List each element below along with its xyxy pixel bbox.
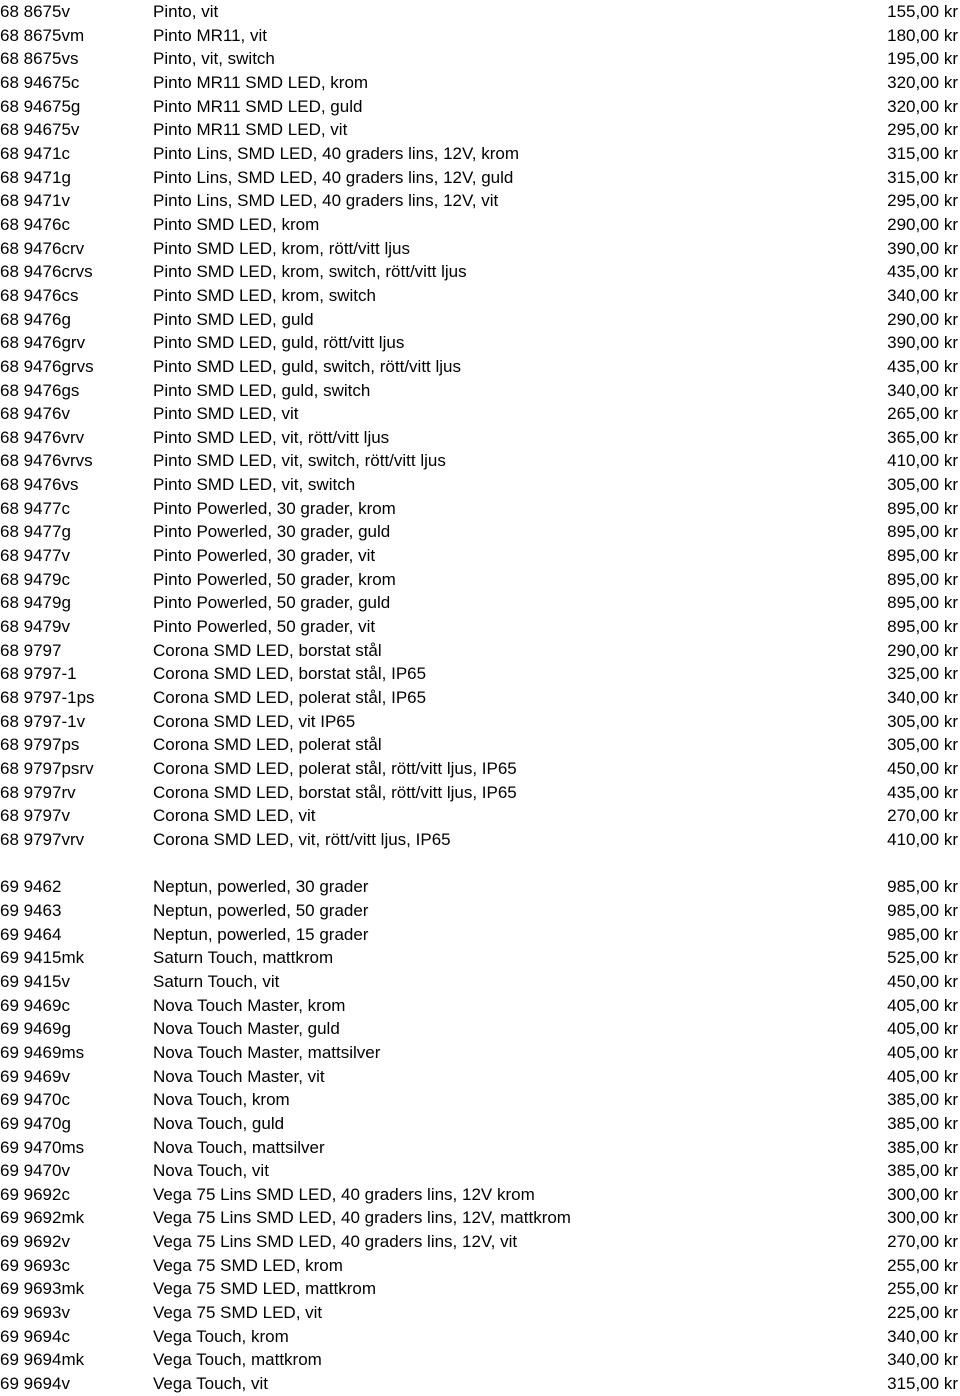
article-code: 69 9692v (0, 1232, 70, 1252)
price-row (0, 237, 960, 261)
article-code: 68 9476c (0, 214, 70, 234)
article-code: 68 8675vs (0, 49, 79, 69)
product-description: Neptun, powerled, 50 grader (153, 900, 369, 920)
product-price: 195,00 kr (887, 49, 958, 69)
product-description: Corona SMD LED, vit (153, 806, 316, 826)
article-code: 68 9476vs (0, 475, 79, 495)
product-price: 225,00 kr (887, 1303, 958, 1323)
product-price: 385,00 kr (887, 1113, 958, 1133)
product-price: 340,00 kr (887, 1350, 958, 1370)
product-description: Vega 75 SMD LED, mattkrom (153, 1279, 376, 1299)
price-row (0, 166, 960, 190)
price-row (0, 662, 960, 686)
product-price: 450,00 kr (887, 971, 958, 991)
article-code: 69 9694c (0, 1326, 70, 1346)
product-description: Pinto Powerled, 50 grader, vit (153, 617, 376, 637)
product-price: 295,00 kr (887, 120, 958, 140)
product-price: 340,00 kr (887, 285, 958, 305)
product-description: Vega Touch, vit (153, 1374, 268, 1394)
price-row (0, 1348, 960, 1372)
section-gap (0, 852, 960, 876)
article-code: 68 9797-1v (0, 711, 86, 731)
product-description: Neptun, powerled, 15 grader (153, 924, 369, 944)
product-price: 985,00 kr (887, 877, 958, 897)
price-row (0, 946, 960, 970)
product-price: 300,00 kr (887, 1208, 958, 1228)
product-price: 305,00 kr (887, 475, 958, 495)
product-description: Pinto, vit (153, 2, 219, 21)
price-row (0, 615, 960, 639)
product-description: Pinto MR11 SMD LED, guld (153, 96, 363, 116)
product-price: 450,00 kr (887, 759, 958, 778)
article-code: 68 9476vrvs (0, 451, 93, 471)
price-row (0, 1088, 960, 1112)
product-description: Vega 75 SMD LED, krom (153, 1255, 343, 1275)
article-code: 68 9476crvs (0, 262, 93, 282)
article-code: 68 94675v (0, 120, 80, 140)
product-price: 180,00 kr (887, 25, 958, 45)
article-code: 69 9470g (0, 1113, 71, 1133)
product-description: Neptun, powerled, 30 grader (153, 877, 369, 897)
price-row (0, 994, 960, 1018)
product-description: Nova Touch, guld (153, 1113, 285, 1133)
price-row (0, 1136, 960, 1160)
product-price: 315,00 kr (887, 143, 958, 163)
price-row (0, 473, 960, 497)
article-code: 69 9694v (0, 1374, 70, 1394)
price-row (0, 899, 960, 923)
product-price: 405,00 kr (887, 1042, 958, 1062)
product-description: Corona SMD LED, vit, rött/vitt ljus, IP65 (153, 829, 451, 849)
product-description: Saturn Touch, vit (153, 971, 280, 991)
product-description: Pinto MR11 SMD LED, vit (153, 120, 348, 140)
price-row (0, 1159, 960, 1183)
product-description: Pinto Powerled, 30 grader, guld (153, 522, 391, 542)
product-description: Vega Touch, krom (153, 1326, 289, 1346)
product-price: 405,00 kr (887, 1019, 958, 1039)
product-description: Corona SMD LED, vit IP65 (153, 711, 356, 731)
product-price: 410,00 kr (887, 451, 958, 471)
product-description: Nova Touch, vit (153, 1161, 269, 1181)
price-row (0, 1254, 960, 1278)
product-price: 985,00 kr (887, 924, 958, 944)
product-description: Pinto Powerled, 50 grader, krom (153, 569, 396, 589)
article-code: 69 9694mk (0, 1350, 85, 1370)
product-description: Pinto MR11, vit (153, 25, 268, 45)
price-row (0, 308, 960, 332)
product-description: Pinto Lins, SMD LED, 40 graders lins, 12V, guld (153, 167, 514, 187)
product-price: 255,00 kr (887, 1279, 958, 1299)
article-code: 69 9462 (0, 877, 62, 897)
product-description: Pinto SMD LED, vit, switch, rött/vitt ljus (153, 451, 446, 471)
product-description: Pinto Powerled, 30 grader, krom (153, 498, 396, 518)
product-price: 385,00 kr (887, 1161, 958, 1181)
product-price: 390,00 kr (887, 333, 958, 353)
price-row (0, 331, 960, 355)
article-code: 68 9476grvs (0, 356, 94, 376)
product-price: 320,00 kr (887, 72, 958, 92)
article-code: 69 9470ms (0, 1137, 85, 1157)
price-row (0, 189, 960, 213)
product-price: 305,00 kr (887, 735, 958, 755)
price-row (0, 639, 960, 663)
article-code: 69 9693c (0, 1255, 70, 1275)
article-code: 69 9692c (0, 1184, 70, 1204)
article-code: 69 9693mk (0, 1279, 85, 1299)
price-row (0, 1065, 960, 1089)
price-row (0, 379, 960, 403)
price-row (0, 24, 960, 48)
product-description: Corona SMD LED, polerat stål, IP65 (153, 688, 427, 708)
price-row (0, 757, 960, 781)
article-code: 68 9797v (0, 806, 70, 826)
product-description: Pinto SMD LED, vit, switch (153, 475, 356, 495)
article-code: 68 9797vrv (0, 829, 85, 849)
article-code: 68 9477c (0, 498, 70, 518)
price-row (0, 544, 960, 568)
product-description: Corona SMD LED, borstat stål, rött/vitt ljus, IP65 (153, 782, 517, 802)
product-description: Pinto Lins, SMD LED, 40 graders lins, 12V, vit (153, 191, 499, 211)
product-description: Pinto SMD LED, guld, rött/vitt ljus (153, 333, 405, 353)
price-row (0, 970, 960, 994)
article-code: 69 9470c (0, 1090, 70, 1110)
price-row (0, 0, 960, 24)
product-description: Pinto SMD LED, krom, switch (153, 285, 376, 305)
article-code: 68 9476grv (0, 333, 86, 353)
product-price: 525,00 kr (887, 948, 958, 968)
price-row (0, 118, 960, 142)
article-code: 68 9797-1 (0, 664, 77, 684)
product-description: Vega 75 Lins SMD LED, 40 graders lins, 12V, vit (153, 1232, 518, 1252)
product-price: 290,00 kr (887, 309, 958, 329)
product-price: 315,00 kr (887, 167, 958, 187)
product-price: 405,00 kr (887, 995, 958, 1015)
article-code: 68 9797-1ps (0, 688, 95, 708)
product-price: 410,00 kr (887, 829, 958, 849)
product-price: 270,00 kr (887, 1232, 958, 1252)
product-description: Pinto SMD LED, guld (153, 309, 314, 329)
product-price: 320,00 kr (887, 96, 958, 116)
article-code: 69 9470v (0, 1161, 70, 1181)
article-code: 68 9471c (0, 143, 70, 163)
article-code: 68 9797psrv (0, 759, 94, 778)
product-description: Vega 75 Lins SMD LED, 40 graders lins, 12V, mattkrom (153, 1208, 571, 1228)
product-price: 895,00 kr (887, 617, 958, 637)
price-row (0, 1206, 960, 1230)
article-code: 69 9692mk (0, 1208, 85, 1228)
product-price: 265,00 kr (887, 404, 958, 424)
product-price: 895,00 kr (887, 569, 958, 589)
product-description: Pinto Powerled, 30 grader, vit (153, 546, 376, 566)
product-price: 290,00 kr (887, 214, 958, 234)
price-row (0, 1230, 960, 1254)
price-row (0, 568, 960, 592)
price-row (0, 355, 960, 379)
price-row (0, 875, 960, 899)
article-code: 68 9476gs (0, 380, 80, 400)
product-price: 340,00 kr (887, 688, 958, 708)
product-price: 300,00 kr (887, 1184, 958, 1204)
product-price: 895,00 kr (887, 546, 958, 566)
product-description: Pinto SMD LED, guld, switch, rött/vitt ljus (153, 356, 461, 376)
product-description: Pinto Powerled, 50 grader, guld (153, 593, 391, 613)
product-price: 295,00 kr (887, 191, 958, 211)
price-row (0, 449, 960, 473)
product-price: 385,00 kr (887, 1137, 958, 1157)
product-description: Pinto SMD LED, guld, switch (153, 380, 371, 400)
article-code: 68 9476v (0, 404, 70, 424)
price-row (0, 781, 960, 805)
article-code: 68 9476cs (0, 285, 79, 305)
article-code: 68 9476vrv (0, 427, 85, 447)
article-code: 68 94675g (0, 96, 81, 116)
price-row (0, 426, 960, 450)
product-description: Pinto MR11 SMD LED, krom (153, 72, 369, 92)
article-code: 69 9415mk (0, 948, 85, 968)
product-description: Nova Touch, krom (153, 1090, 290, 1110)
product-description: Vega 75 SMD LED, vit (153, 1303, 323, 1323)
product-price: 385,00 kr (887, 1090, 958, 1110)
product-description: Vega Touch, mattkrom (153, 1350, 322, 1370)
article-code: 68 9471g (0, 167, 71, 187)
price-row (0, 1277, 960, 1301)
product-description: Saturn Touch, mattkrom (153, 948, 334, 968)
product-description: Pinto SMD LED, vit (153, 404, 299, 424)
price-row (0, 591, 960, 615)
product-description: Nova Touch Master, guld (153, 1019, 340, 1039)
product-description: Pinto SMD LED, krom (153, 214, 320, 234)
price-row (0, 47, 960, 71)
product-price: 315,00 kr (887, 1374, 958, 1394)
product-price: 435,00 kr (887, 356, 958, 376)
article-code: 68 9797ps (0, 735, 80, 755)
article-code: 69 9469v (0, 1066, 70, 1086)
product-description: Vega 75 Lins SMD LED, 40 graders lins, 12V krom (153, 1184, 535, 1204)
price-row (0, 804, 960, 828)
article-code: 69 9469ms (0, 1042, 85, 1062)
product-price: 290,00 kr (887, 640, 958, 660)
product-description: Pinto, vit, switch (153, 49, 275, 69)
product-description: Corona SMD LED, borstat stål, IP65 (153, 664, 427, 684)
article-code: 68 9476crv (0, 238, 85, 258)
price-row (0, 710, 960, 734)
product-price: 365,00 kr (887, 427, 958, 447)
article-code: 69 9469c (0, 995, 70, 1015)
article-code: 69 9469g (0, 1019, 71, 1039)
price-row (0, 1183, 960, 1207)
article-code: 69 9463 (0, 900, 62, 920)
product-price: 340,00 kr (887, 380, 958, 400)
price-row (0, 520, 960, 544)
product-description: Nova Touch Master, krom (153, 995, 346, 1015)
product-price: 895,00 kr (887, 522, 958, 542)
price-row (0, 733, 960, 757)
product-price: 305,00 kr (887, 711, 958, 731)
price-row (0, 1301, 960, 1325)
product-price: 155,00 kr (887, 2, 958, 21)
price-row (0, 1112, 960, 1136)
product-description: Pinto Lins, SMD LED, 40 graders lins, 12V, krom (153, 143, 519, 163)
price-row (0, 497, 960, 521)
article-code: 68 9476g (0, 309, 71, 329)
product-description: Corona SMD LED, borstat stål (153, 640, 382, 660)
product-description: Pinto SMD LED, krom, switch, rött/vitt ljus (153, 262, 467, 282)
product-description: Nova Touch, mattsilver (153, 1137, 325, 1157)
product-price: 985,00 kr (887, 900, 958, 920)
price-row (0, 260, 960, 284)
price-row (0, 95, 960, 119)
article-code: 69 9415v (0, 971, 70, 991)
price-row (0, 213, 960, 237)
product-description: Corona SMD LED, polerat stål (153, 735, 382, 755)
product-description: Nova Touch Master, mattsilver (153, 1042, 381, 1062)
article-code: 68 9479v (0, 617, 70, 637)
price-row (0, 284, 960, 308)
article-code: 68 9479g (0, 593, 71, 613)
product-price: 255,00 kr (887, 1255, 958, 1275)
price-row (0, 686, 960, 710)
article-code: 68 94675c (0, 72, 80, 92)
article-code: 68 9477v (0, 546, 70, 566)
price-row (0, 402, 960, 426)
product-price: 325,00 kr (887, 664, 958, 684)
product-price: 390,00 kr (887, 238, 958, 258)
product-price: 405,00 kr (887, 1066, 958, 1086)
article-code: 69 9464 (0, 924, 62, 944)
product-description: Pinto SMD LED, vit, rött/vitt ljus (153, 427, 390, 447)
product-price: 270,00 kr (887, 806, 958, 826)
article-code: 68 9471v (0, 191, 70, 211)
article-code: 68 9479c (0, 569, 70, 589)
product-price: 435,00 kr (887, 782, 958, 802)
price-row (0, 1041, 960, 1065)
price-row (0, 1372, 960, 1396)
price-row (0, 1325, 960, 1349)
article-code: 68 8675vm (0, 25, 85, 45)
article-code: 68 9797rv (0, 782, 76, 802)
product-price: 895,00 kr (887, 498, 958, 518)
article-code: 68 8675v (0, 2, 70, 21)
article-code: 68 9477g (0, 522, 71, 542)
product-description: Corona SMD LED, polerat stål, rött/vitt ljus, IP65 (153, 759, 517, 778)
product-description: Nova Touch Master, vit (153, 1066, 325, 1086)
price-row (0, 923, 960, 947)
article-code: 69 9693v (0, 1303, 70, 1323)
product-price: 895,00 kr (887, 593, 958, 613)
product-price: 340,00 kr (887, 1326, 958, 1346)
product-description: Pinto SMD LED, krom, rött/vitt ljus (153, 238, 410, 258)
price-row (0, 828, 960, 852)
product-price: 435,00 kr (887, 262, 958, 282)
price-row (0, 71, 960, 95)
price-row (0, 142, 960, 166)
article-code: 68 9797 (0, 640, 62, 660)
price-row (0, 1017, 960, 1041)
